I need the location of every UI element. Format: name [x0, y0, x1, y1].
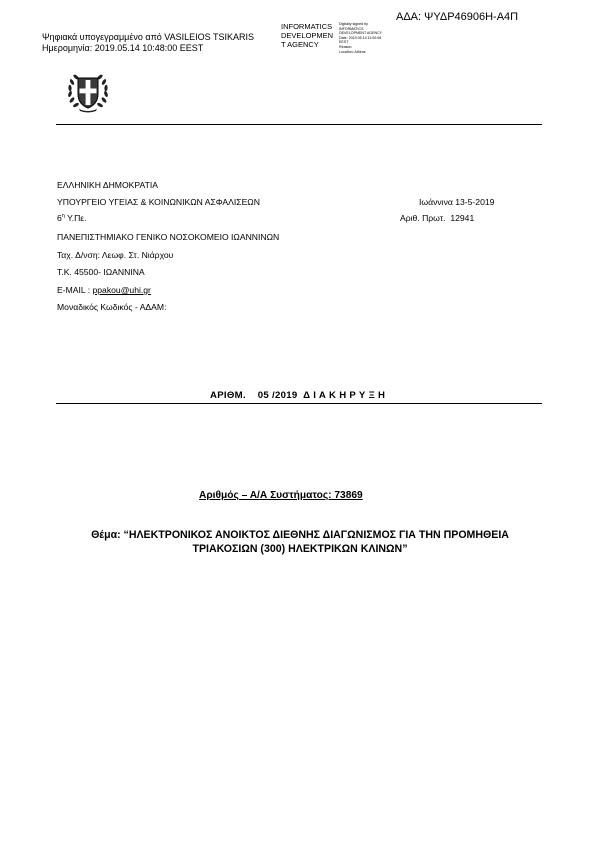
system-number: Αριθμός – Α/Α Συστήματος: 73869 — [199, 490, 363, 501]
sender-line-health-region: $6^\eta$ Υ.Πε. — [57, 213, 87, 223]
declaration-title: ΑΡΙΘΜ. 05 /2019 Δ Ι Α Κ Η Ρ Υ Ξ Η — [210, 390, 386, 401]
sender-line-adam-code: Μοναδικός Κωδικός - ΑΔΑΜ: — [57, 302, 167, 312]
subject-block — [40, 528, 560, 556]
stamp-small-2: INFORMATICS — [339, 26, 364, 31]
sender-line-email: E-MAIL : ppakou@uhi.gr — [57, 285, 151, 295]
stamp-small-5: EEST — [339, 40, 349, 45]
document-date: Ιωάννινα 13-5-2019 — [419, 197, 495, 207]
stamp-small-4: Date: 2019.05.14 11:00:08 — [339, 35, 382, 40]
stamp-small-1: Digitally signed by — [339, 22, 368, 26]
stamp-line-2: DEVELOPMEN — [281, 31, 334, 40]
stamp-small-6: Reason: — [339, 45, 353, 49]
subject-line-2: ΤΡΙΑΚΟΣΙΩΝ (300) ΗΛΕΚΤΡΙΚΩΝ ΚΛΙΝΩΝ” — [192, 543, 408, 555]
sender-line-hospital: ΠΑΝΕΠΙΣΤΗΜΙΑΚΟ ΓΕΝΙΚΟ ΝΟΣΟΚΟΜΕΙΟ ΙΩΑΝΝΙΝΩΝ — [57, 232, 280, 242]
header-divider — [56, 124, 542, 125]
signature-line-signer: Ψηφιακά υπογεγραμμένο από VASILEIOS TSIKARIS — [42, 32, 255, 42]
sender-line-ministry: ΥΠΟΥΡΓΕΙΟ ΥΓΕΙΑΣ & ΚΟΙΝΩΝΙΚΩΝ ΑΣΦΑΛΙΣΕΩΝ — [57, 197, 260, 207]
stamp-small-3: DEVELOPMENT AGENCY — [339, 31, 383, 36]
title-divider — [56, 403, 542, 404]
stamp-small-7: Location: Athens — [339, 49, 366, 54]
stamp-line-1: INFORMATICS — [281, 22, 333, 31]
email-link[interactable]: ppakou@uhi.gr — [92, 285, 151, 295]
subject-line-1: Θέμα: “ΗΛΕΚΤΡΟΝΙΚΟΣ ΑΝΟΙΚΤΟΣ ΔΙΕΘΝΗΣ ΔΙΑΓΩΝΙΣΜΟΣ ΓΙΑ ΤΗΝ ΠΡΟΜΗΘΕΙΑ — [91, 529, 509, 541]
sender-line-postcode: Τ.Κ. 45500- ΙΩΑΝΝΙΝΑ — [57, 267, 145, 277]
greek-coat-of-arms-icon — [63, 67, 113, 117]
ada-code: ΑΔΑ: ΨΥΔΡ46906Η-Α4Π — [396, 11, 519, 23]
signature-line-date: Ημερομηνία: 2019.05.14 10:48:00 EEST — [42, 43, 204, 53]
protocol-number: Αριθ. Πρωτ. 12941 — [400, 213, 475, 223]
sender-line-address: Ταχ. Δ/νση: Λεωφ. Στ. Νιάρχου — [57, 250, 174, 260]
sender-line-republic: ΕΛΛΗΝΙΚΗ ΔΗΜΟΚΡΑΤΙΑ — [57, 180, 158, 190]
stamp-line-3: T AGENCY — [281, 40, 319, 49]
digital-signature-stamp — [281, 22, 401, 62]
